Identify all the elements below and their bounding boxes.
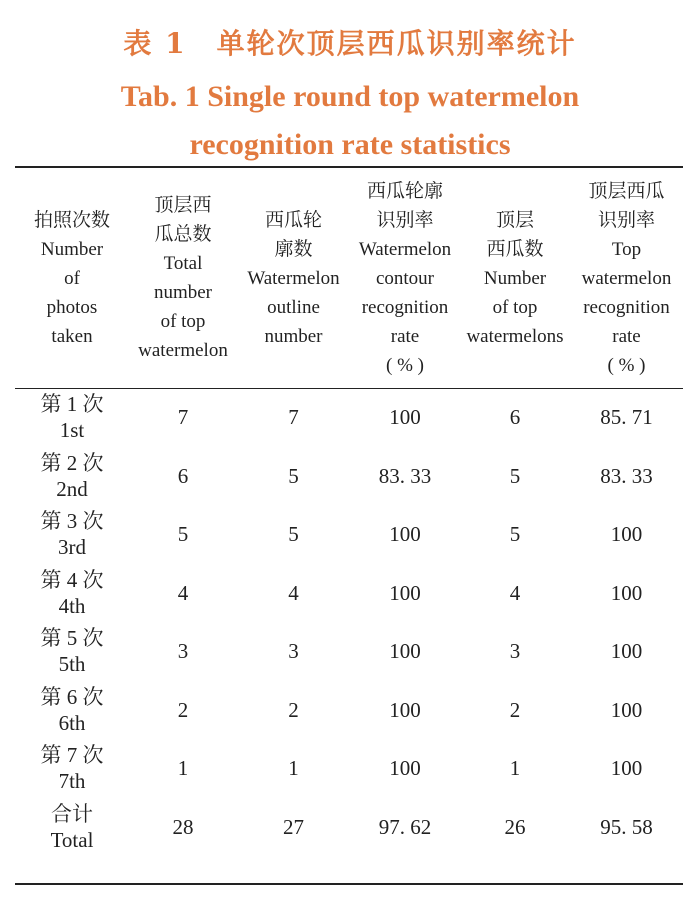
cell-total-top: 28 <box>172 814 194 839</box>
cell-total-top: 5 <box>177 522 189 547</box>
cell-outline: 2 <box>288 697 299 722</box>
cell-top-count: 5 <box>509 522 521 547</box>
cell-top-count: 6 <box>509 405 521 430</box>
header-row <box>15 168 683 388</box>
cell-contour-rate: 100 <box>389 522 421 547</box>
cell-top-rate: 83. 33 <box>600 463 653 488</box>
cell-total-top: 7 <box>177 405 189 430</box>
table-caption-english-line-1: Tab. 1 Single round top watermelon <box>120 80 580 113</box>
cell-top-rate: 100 <box>610 697 643 722</box>
table-row <box>15 622 683 681</box>
cell-top-count: 5 <box>509 463 521 488</box>
cell-outline: 5 <box>288 522 299 547</box>
recognition-rate-table <box>15 168 683 856</box>
header-photos-taken: 拍照次数 Number of photos taken <box>33 209 110 347</box>
header-total-top-watermelon: 顶层西 瓜总数 Total number of top watermelon <box>138 195 228 361</box>
table-caption-chinese: 表 1 单轮次顶层西瓜识别率统计 <box>123 27 577 60</box>
row-label: 第 1 次 1st <box>40 392 104 443</box>
cell-contour-rate: 100 <box>389 580 421 605</box>
row-label: 合计 Total <box>50 801 94 852</box>
cell-total-top: 6 <box>177 463 189 488</box>
cell-contour-rate: 83. 33 <box>378 463 432 488</box>
cell-total-top: 4 <box>177 580 189 605</box>
row-label: 第 2 次 2nd <box>40 450 104 501</box>
cell-contour-rate: 100 <box>389 405 421 430</box>
cell-top-count: 2 <box>509 697 521 722</box>
cell-top-rate: 100 <box>610 639 643 664</box>
table-bottom-rule <box>15 883 683 885</box>
row-label: 第 3 次 3rd <box>40 509 104 560</box>
cell-contour-rate: 100 <box>389 756 421 781</box>
table-row <box>15 739 683 798</box>
row-label: 第 7 次 7th <box>40 743 104 794</box>
cell-top-count: 3 <box>509 639 521 664</box>
cell-outline: 1 <box>288 756 299 781</box>
table-row <box>15 505 683 564</box>
cell-top-rate: 100 <box>610 756 643 781</box>
cell-top-count: 1 <box>509 756 521 781</box>
table-row <box>15 681 683 740</box>
row-label: 第 4 次 4th <box>40 567 104 618</box>
header-top-watermelons: 顶层 西瓜数 Number of top watermelons <box>466 209 564 347</box>
cell-total-top: 3 <box>177 639 189 664</box>
table-caption-english-line-2: recognition rate statistics <box>189 128 511 161</box>
cell-outline: 3 <box>288 639 299 664</box>
cell-outline: 4 <box>288 580 299 605</box>
total-row <box>15 798 683 857</box>
header-outline-number: 西瓜轮 廓数 Watermelon outline number <box>247 209 340 347</box>
table-row <box>15 564 683 623</box>
cell-outline: 5 <box>288 463 299 488</box>
cell-top-rate: 95. 58 <box>600 814 653 839</box>
table-row <box>15 447 683 506</box>
cell-top-count: 4 <box>509 580 521 605</box>
header-top-recognition-rate: 顶层西瓜 识别率 Top watermelon recognition rate ( % ) <box>581 180 672 376</box>
header-contour-recognition-rate: 西瓜轮廓 识别率 Watermelon contour recognition rate ( % ) <box>358 180 452 376</box>
cell-top-rate: 100 <box>610 522 643 547</box>
row-label: 第 5 次 5th <box>40 626 104 677</box>
cell-contour-rate: 97. 62 <box>378 814 432 839</box>
cell-outline: 7 <box>288 405 299 430</box>
cell-top-rate: 100 <box>610 580 643 605</box>
cell-contour-rate: 100 <box>389 697 421 722</box>
cell-outline: 27 <box>283 814 304 839</box>
row-label: 第 6 次 6th <box>40 684 104 735</box>
cell-top-rate: 85. 71 <box>600 405 653 430</box>
cell-total-top: 1 <box>177 756 189 781</box>
cell-contour-rate: 100 <box>389 639 421 664</box>
table-row <box>15 388 683 447</box>
cell-top-count: 26 <box>504 814 526 839</box>
cell-total-top: 2 <box>177 697 189 722</box>
